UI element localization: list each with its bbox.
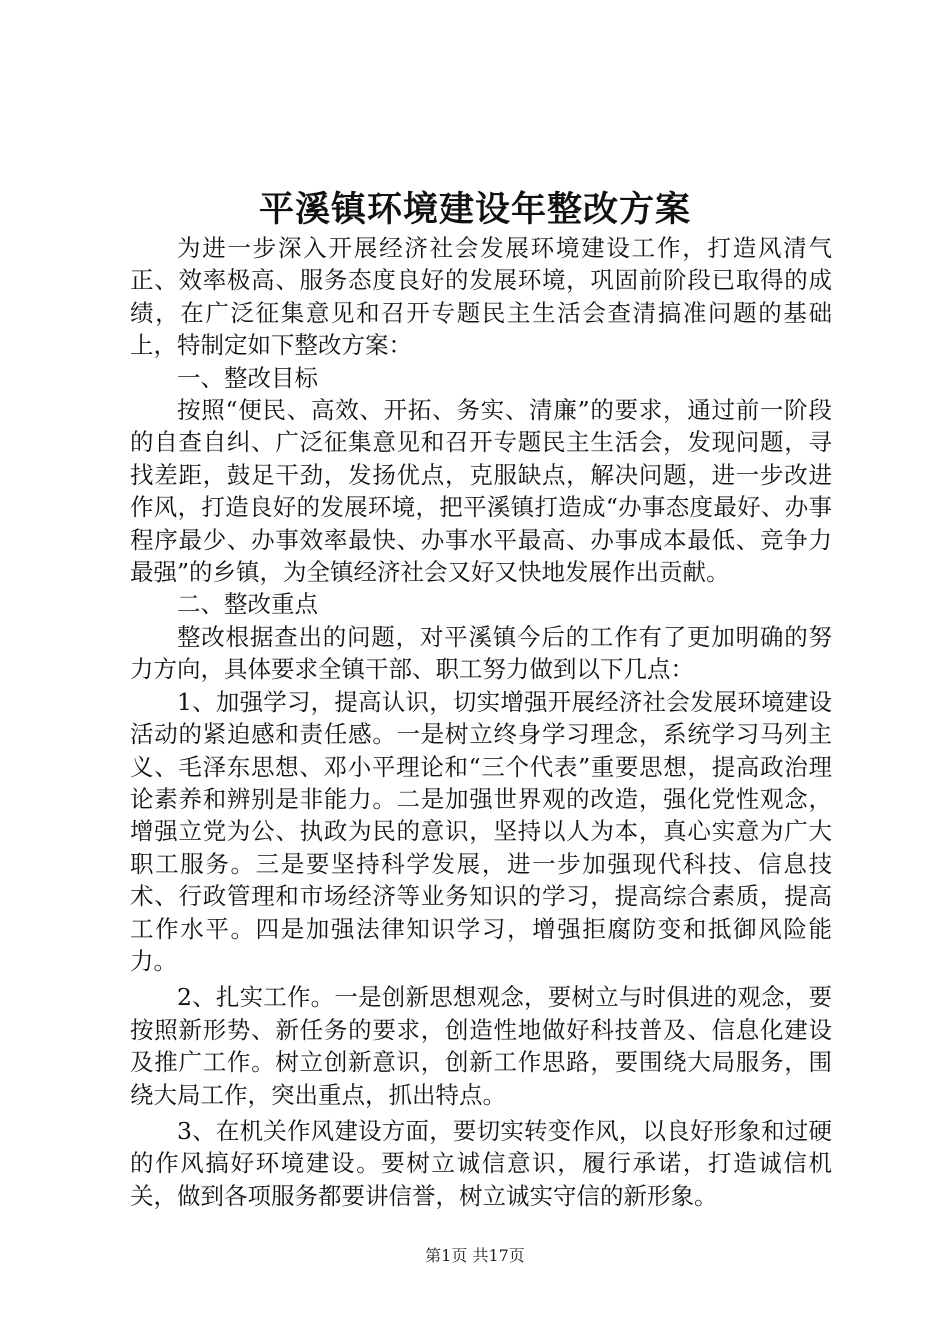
focus-item-1: 1、加强学习，提高认识，切实增强开展经济社会发展环境建设活动的紧迫感和责任感。一是树立终身学习理念，系统学习马列主义、毛泽东思想、邓小平理论和“三个代表”重要思想，提高政治理论素养和辨别是非能力。二是加强世界观的改造，强化党性观念，增强立党为公、执政为民的意识，坚持以人为本，真心实意为广大职工服务。三是要坚持科学发展，进一步加强现代科技、信息技术、行政管理和市场经济等业务知识的学习，提高综合素质，提高工作水平。四是加强法律知识学习，增强拒腐防变和抵御风险能力。 xyxy=(130,687,832,975)
section-heading-focus: 二、整改重点 xyxy=(177,590,318,619)
section-heading-goals: 一、整改目标 xyxy=(177,363,318,392)
intro-paragraph: 为进一步深入开展经济社会发展环境建设工作，打造风清气正、效率极高、服务态度良好的发展环境，巩固前阶段已取得的成绩，在广泛征集意见和召开专题民主生活会查清搞准问题的基础上，特制定如下整改方案： xyxy=(130,234,832,360)
document-title: 平溪镇环境建设年整改方案 xyxy=(258,189,691,230)
focus-item-3: 3、在机关作风建设方面，要切实转变作风，以良好形象和过硬的作风搞好环境建设。要树立诚信意识，履行承诺，打造诚信机关，做到各项服务都要讲信誉，树立诚实守信的新形象。 xyxy=(130,1116,832,1210)
focus-item-2: 2、扎实工作。一是创新思想观念，要树立与时俱进的观念，要按照新形势、新任务的要求，创造性地做好科技普及、信息化建设及推广工作。树立创新意识，创新工作思路，要围绕大局服务，围绕大局工作，突出重点，抓出特点。 xyxy=(130,983,832,1109)
goals-paragraph: 按照“便民、高效、开拓、务实、清廉”的要求，通过前一阶段的自查自纠、广泛征集意见和召开专题民主生活会，发现问题，寻找差距，鼓足干劲，发扬优点，克服缺点，解决问题，进一步改进作风，打造良好的发展环境，把平溪镇打造成“办事态度最好、办事程序最少、办事效率最快、办事水平最高、办事成本最低、竞争力最强”的乡镇，为全镇经济社会又好又快地发展作出贡献。 xyxy=(130,396,832,587)
document-body xyxy=(130,232,832,1212)
page-footer: 第1页 共17页 xyxy=(425,1246,525,1265)
focus-intro-paragraph: 整改根据查出的问题，对平溪镇今后的工作有了更加明确的努力方向，具体要求全镇干部、职工努力做到以下几点： xyxy=(130,622,832,684)
